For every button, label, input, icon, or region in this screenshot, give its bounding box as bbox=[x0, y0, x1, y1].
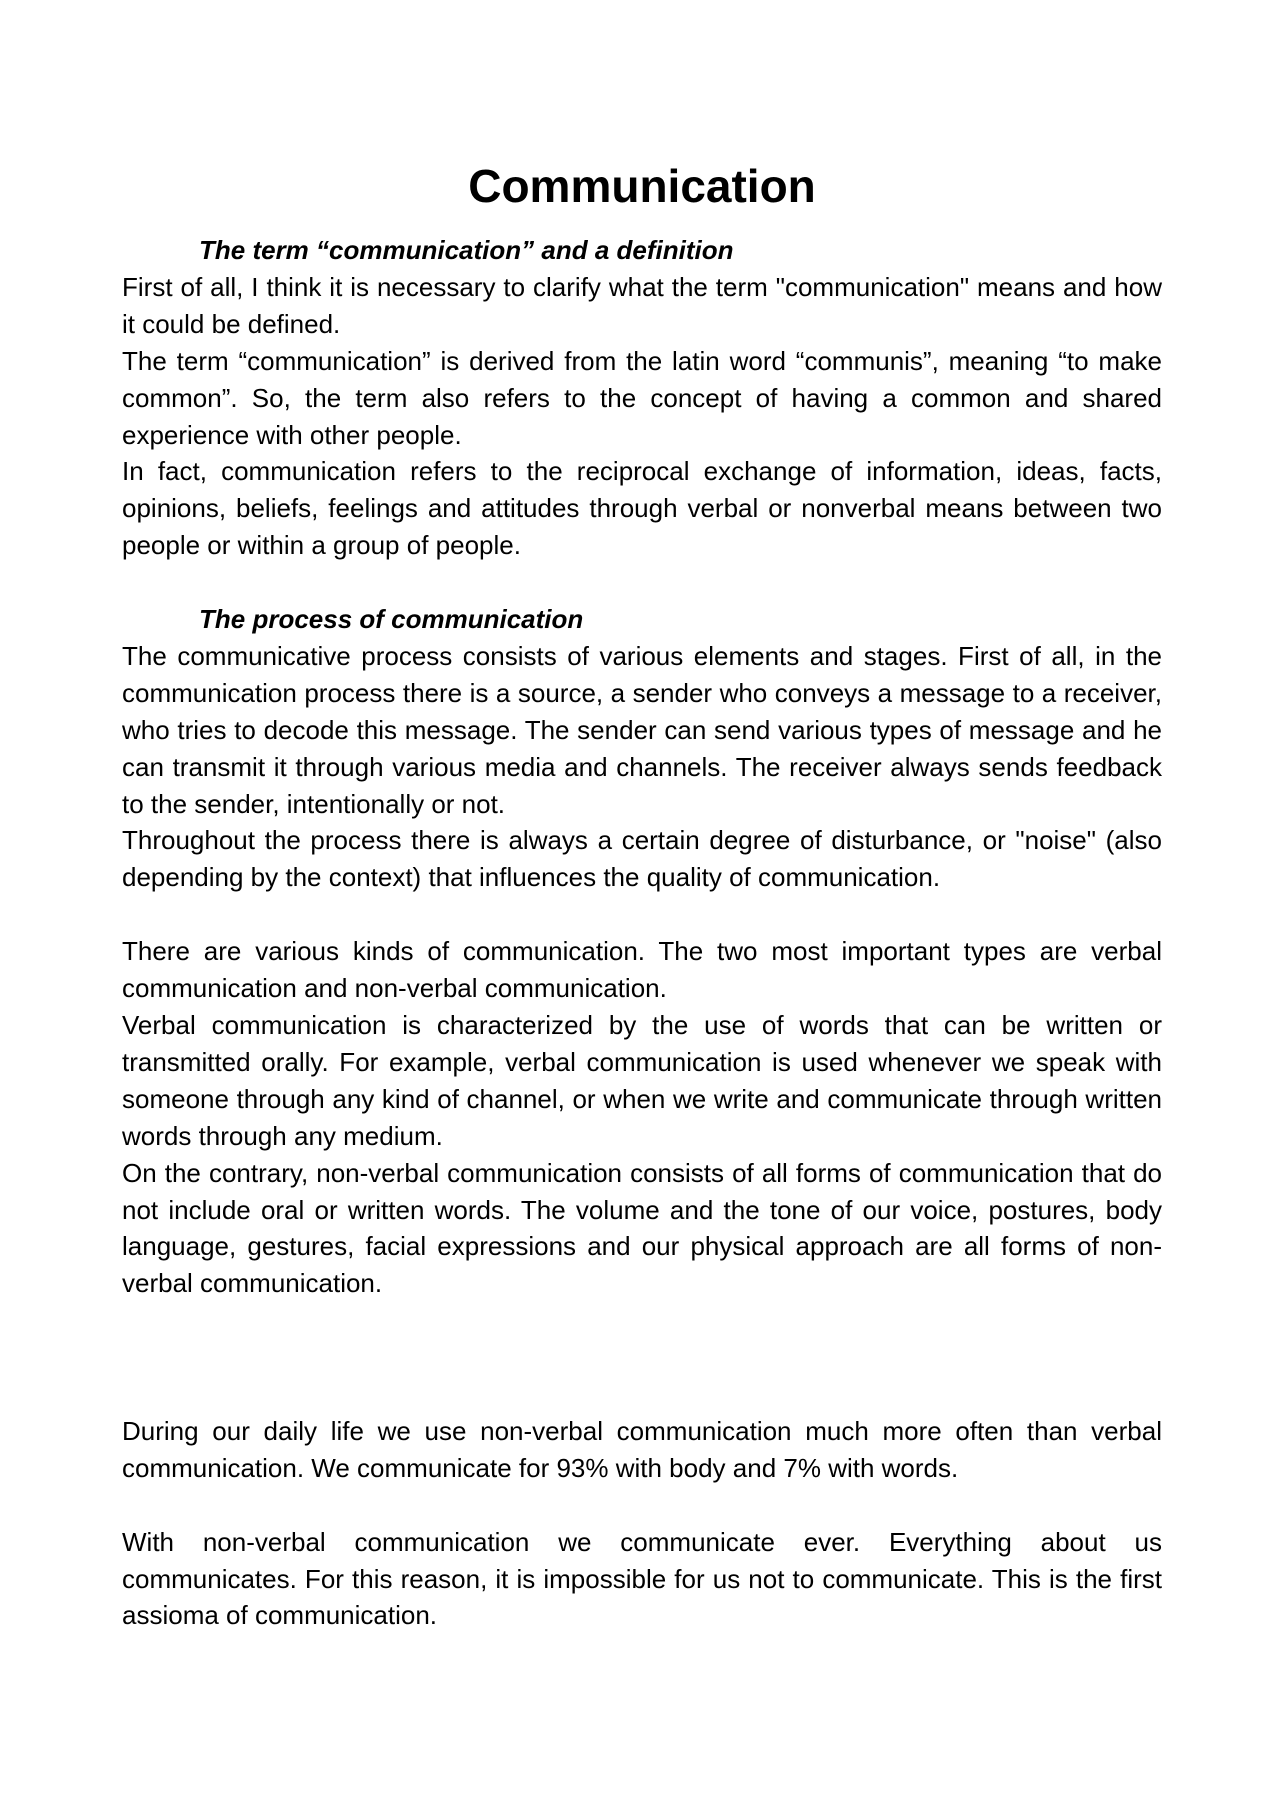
section-heading-process: The process of communication bbox=[199, 604, 584, 635]
blank-line bbox=[122, 564, 1162, 601]
paragraph: Verbal communication is characterized by the use of words that can be written or transmitted orally. For example, verbal communication is used whenever we speak with someone through any kind of channel, or when we write and communicate through written words through any medium. bbox=[122, 1010, 1162, 1151]
paragraph: During our daily life we use non-verbal communication much more often than verbal communication. We communicate for 93% with body and 7% with words. bbox=[122, 1415, 1162, 1483]
paragraph: In fact, communication refers to the reciprocal exchange of information, ideas, facts, opinions, beliefs, feelings and attitudes through verbal or nonverbal means between two people or within a group of people. bbox=[122, 456, 1162, 561]
document-body bbox=[122, 156, 1162, 1634]
paragraph: With non-verbal communication we communicate ever. Everything about us communicates. For this reason, it is impossible for us not to communicate. This is the first assioma of communication. bbox=[122, 1526, 1162, 1631]
section-heading-definition: The term “communication” and a definition bbox=[199, 235, 734, 265]
paragraph: The communicative process consists of various elements and stages. First of all, in the communication process there is a source, a sender who conveys a message to a receiver, who tries to decode this message. The sender can send various types of message and he can transmit it through various media and channels. The receiver always sends feedback to the sender, intentionally or not. bbox=[122, 640, 1162, 819]
paragraph: There are various kinds of communication. The two most important types are verbal communication and non-verbal communication. bbox=[122, 936, 1162, 1004]
blank-space bbox=[122, 1302, 1162, 1413]
blank-line bbox=[122, 896, 1162, 933]
document-title: Communication bbox=[468, 160, 816, 212]
paragraph: On the contrary, non-verbal communication consists of all forms of communication that do not include oral or written words. The volume and the tone of our voice, postures, body language, gestures, facial expressions and our physical approach are all forms of non-verbal communication. bbox=[122, 1157, 1162, 1299]
paragraph: First of all, I think it is necessary to clarify what the term "communication" means and how it could be defined. bbox=[122, 271, 1162, 339]
paragraph: The term “communication” is derived from the latin word “communis”, meaning “to make common”. So, the term also refers to the concept of having a common and shared experience with other people. bbox=[122, 345, 1162, 450]
paragraph: Throughout the process there is always a certain degree of disturbance, or "noise" (also depending by the context) that influences the quality of communication. bbox=[122, 825, 1162, 893]
blank-line bbox=[122, 1487, 1162, 1524]
